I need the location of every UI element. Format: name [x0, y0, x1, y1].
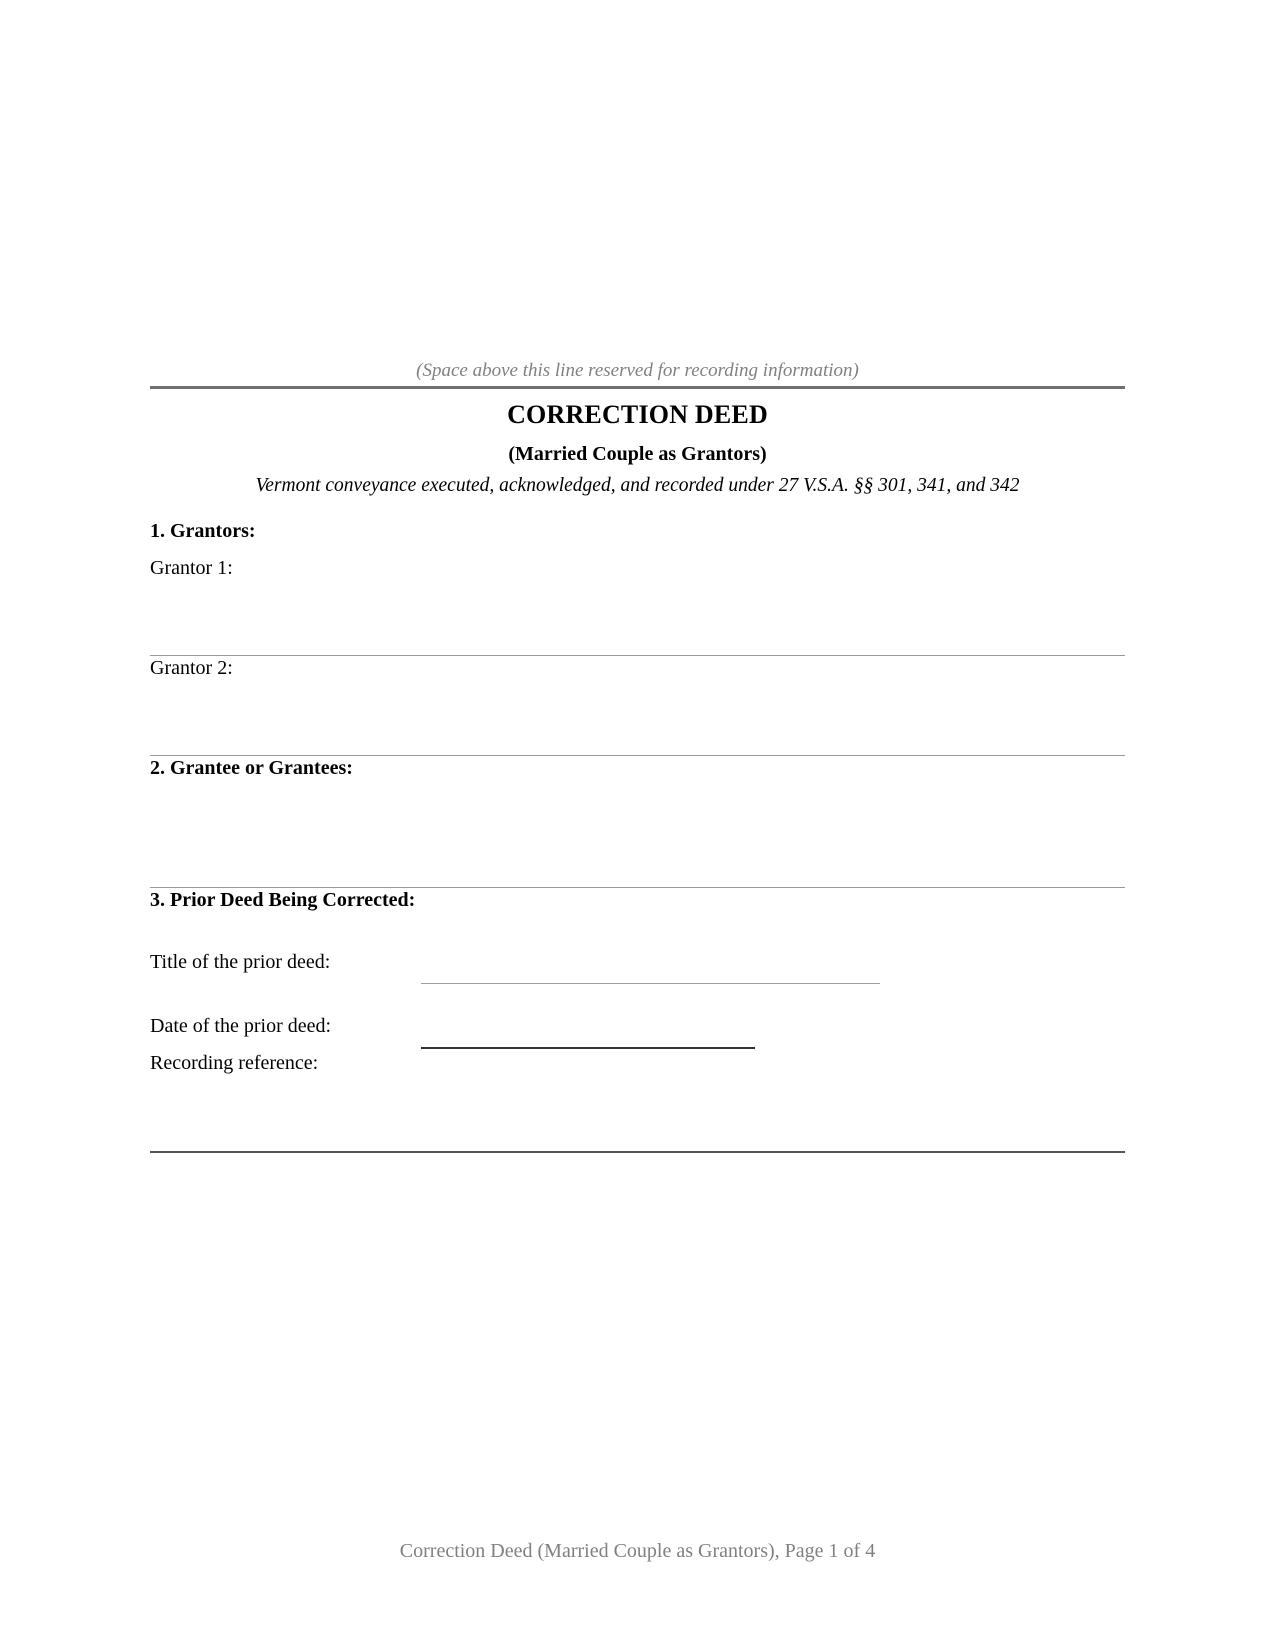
document-subtitle: (Married Couple as Grantors) [508, 443, 767, 465]
prior-deed-title-label: Title of the prior deed: [150, 951, 331, 973]
recording-reference-line [150, 1151, 1125, 1153]
section-grantees-heading: 2. Grantee or Grantees: [150, 757, 353, 779]
grantees-line [150, 887, 1125, 888]
grantor2-label: Grantor 2: [150, 657, 233, 679]
prior-deed-date-label: Date of the prior deed: [150, 1015, 332, 1037]
recording-reference-label: Recording reference: [150, 1052, 319, 1074]
grantor1-line [150, 655, 1125, 656]
document-title: CORRECTION DEED [507, 400, 768, 429]
section-prior-deed-heading: 3. Prior Deed Being Corrected: [150, 889, 416, 911]
page-footer: Correction Deed (Married Couple as Grantors), Page 1 of 4 [399, 1540, 876, 1562]
statute-reference: Vermont conveyance executed, acknowledged, and recorded under 27 V.S.A. §§ 301, 341, and 342 [255, 475, 1020, 496]
prior-deed-title-line [421, 983, 880, 984]
prior-deed-date-line [421, 1047, 755, 1049]
recording-divider [150, 386, 1125, 389]
section-grantors-heading: 1. Grantors: [150, 520, 256, 542]
recording-space-note: (Space above this line reserved for recording information) [416, 360, 859, 381]
grantor1-label: Grantor 1: [150, 557, 233, 579]
grantor2-line [150, 755, 1125, 756]
